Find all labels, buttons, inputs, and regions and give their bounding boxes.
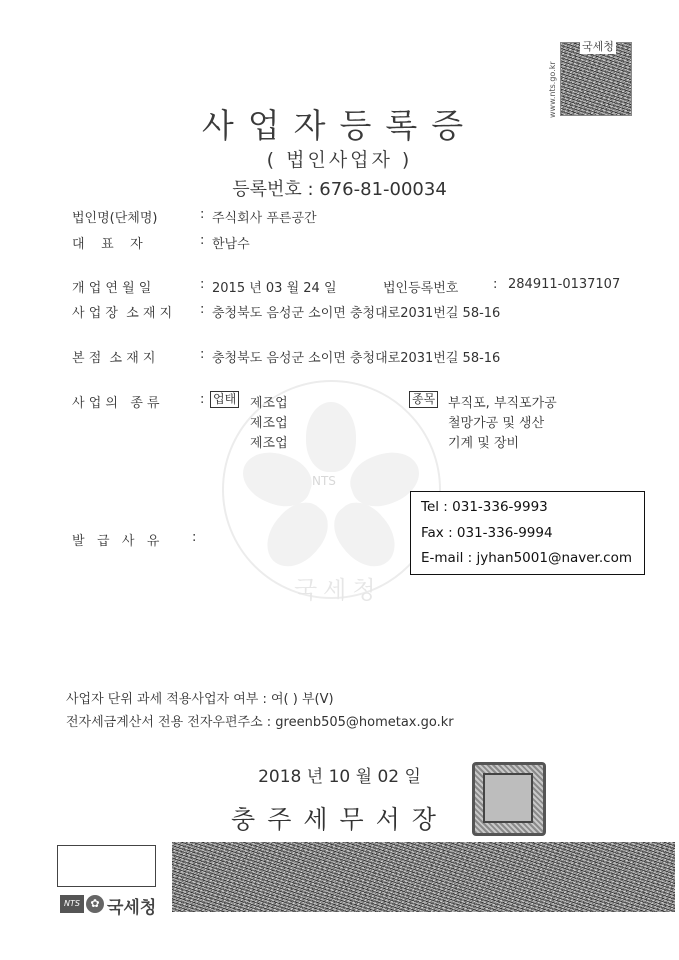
tax-office-head: 충주세무서장 bbox=[231, 805, 448, 834]
business-item: 기계 및 장비 bbox=[448, 436, 520, 451]
contact-email: E-mail : jyhan5001@naver.com bbox=[421, 550, 632, 566]
colon: : bbox=[200, 347, 205, 362]
open-date-value: 2015 년 03 월 24 일 bbox=[212, 281, 337, 296]
representative-value: 한남수 bbox=[212, 237, 250, 252]
corp-name-label: 법인명(단체명) bbox=[72, 211, 158, 226]
nts-tag: NTS bbox=[60, 895, 84, 913]
representative-label: 대 표 자 bbox=[72, 237, 143, 252]
corp-name-value: 주식회사 푸른공간 bbox=[212, 211, 317, 226]
colon: : bbox=[200, 392, 205, 407]
document-subtitle: ( 법인사업자 ) bbox=[266, 149, 413, 171]
issue-reason-label: 발 급 사 유 bbox=[72, 534, 160, 549]
colon: : bbox=[200, 277, 205, 292]
document-title: 사업자등록증 bbox=[201, 106, 478, 145]
stamp-box bbox=[57, 845, 156, 887]
colon: : bbox=[192, 530, 197, 545]
issue-date: 2018 년 10 월 02 일 bbox=[258, 767, 421, 787]
item-tag: 종목 bbox=[409, 391, 438, 408]
site-address-label: 사 업 장 소 재 지 bbox=[72, 306, 173, 321]
business-item: 철망가공 및 생산 bbox=[448, 416, 545, 431]
business-item: 부직포, 부직포가공 bbox=[448, 396, 557, 411]
colon: : bbox=[493, 277, 498, 292]
colon: : bbox=[200, 302, 205, 317]
nts-name: 국세청 bbox=[107, 898, 157, 918]
corp-reg-no-label: 법인등록번호 bbox=[383, 281, 459, 296]
corp-reg-no-value: 284911-0137107 bbox=[508, 277, 621, 292]
qr-badge-label: 국세청 bbox=[582, 40, 614, 53]
colon: : bbox=[200, 233, 205, 248]
e-invoice-email: 전자세금계산서 전용 전자우편주소 : greenb505@hometax.go.kr bbox=[66, 715, 454, 730]
business-type-label: 사 업 의 종 류 bbox=[72, 396, 160, 411]
site-address-value: 충청북도 음성군 소이면 충청대로2031번길 58-16 bbox=[212, 306, 501, 321]
open-date-label: 개 업 연 월 일 bbox=[72, 281, 152, 296]
contact-tel: Tel : 031-336-9993 bbox=[421, 499, 548, 515]
watermark-nts: NTS bbox=[312, 474, 336, 488]
qr-side-url: www.nts.go.kr bbox=[548, 61, 557, 118]
official-seal bbox=[472, 762, 546, 836]
hq-address-label: 본 점 소 재 지 bbox=[72, 351, 156, 366]
watermark-text: 국세청 bbox=[294, 576, 382, 604]
contact-fax: Fax : 031-336-9994 bbox=[421, 525, 553, 541]
registration-number: 등록번호 : 676-81-00034 bbox=[232, 179, 447, 200]
unit-tax-status: 사업자 단위 과세 적용사업자 여부 : 여( ) 부(V) bbox=[66, 692, 334, 707]
category-tag: 업태 bbox=[210, 391, 239, 408]
category-item: 제조업 bbox=[250, 416, 288, 431]
flower-icon: ✿ bbox=[86, 895, 104, 913]
category-item: 제조업 bbox=[250, 396, 288, 411]
colon: : bbox=[200, 207, 205, 222]
security-barcode bbox=[172, 842, 675, 912]
hq-address-value: 충청북도 음성군 소이면 충청대로2031번길 58-16 bbox=[212, 351, 501, 366]
category-item: 제조업 bbox=[250, 436, 288, 451]
contact-box bbox=[410, 491, 645, 575]
